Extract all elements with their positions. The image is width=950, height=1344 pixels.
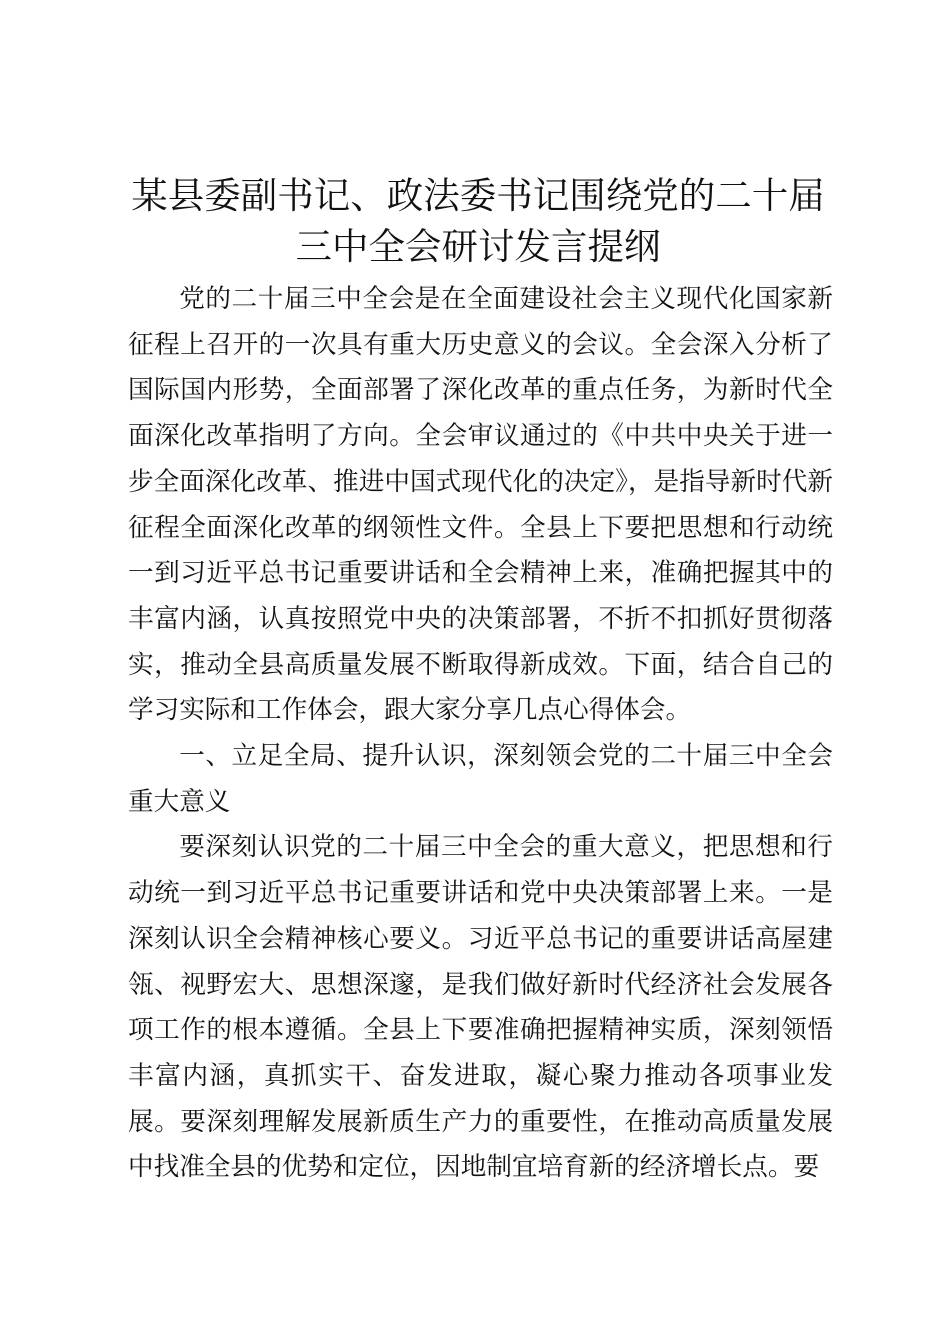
intro-paragraph: 党的二十届三中全会是在全面建设社会主义现代化国家新征程上召开的一次具有重大历史意义的会议。全会深入分析了国际国内形势，全面部署了深化改革的重点任务，为新时代全面深化改革指明了方向。全会审议通过的《中共中央关于进一步全面深化改革、推进中国式现代化的决定》，是指导新时代新征程全面深化改革的纲领性文件。全县上下要把思想和行动统一到习近平总书记重要讲话和全会精神上来，准确把握其中的丰富内涵，认真按照党中央的决策部署，不折不扣抓好贯彻落实，推动全县高质量发展不断取得新成效。下面，结合自己的学习实际和工作体会，跟大家分享几点心得体会。 [128, 284, 833, 726]
document-body [128, 277, 833, 1191]
section-1-paragraph: 要深刻认识党的二十届三中全会的重大意义，把思想和行动统一到习近平总书记重要讲话和党中央决策部署上来。一是深刻认识全会精神核心要义。习近平总书记的重要讲话高屋建瓴、视野宏大、思想深邃，是我们做好新时代经济社会发展各项工作的根本遵循。全县上下要准确把握精神实质，深刻领悟丰富内涵，真抓实干、奋发进取，凝心聚力推动各项事业发展。要深刻理解发展新质生产力的重要性，在推动高质量发展中找准全县的优势和定位，因地制宜培育新的经济增长点。要 [128, 832, 833, 1183]
section-heading-1: 一、立足全局、提升认识，深刻领会党的二十届三中全会重大意义 [128, 741, 833, 817]
document-title: 某县委副书记、政法委书记围绕党的二十届三中全会研讨发言提纲 [131, 174, 825, 268]
